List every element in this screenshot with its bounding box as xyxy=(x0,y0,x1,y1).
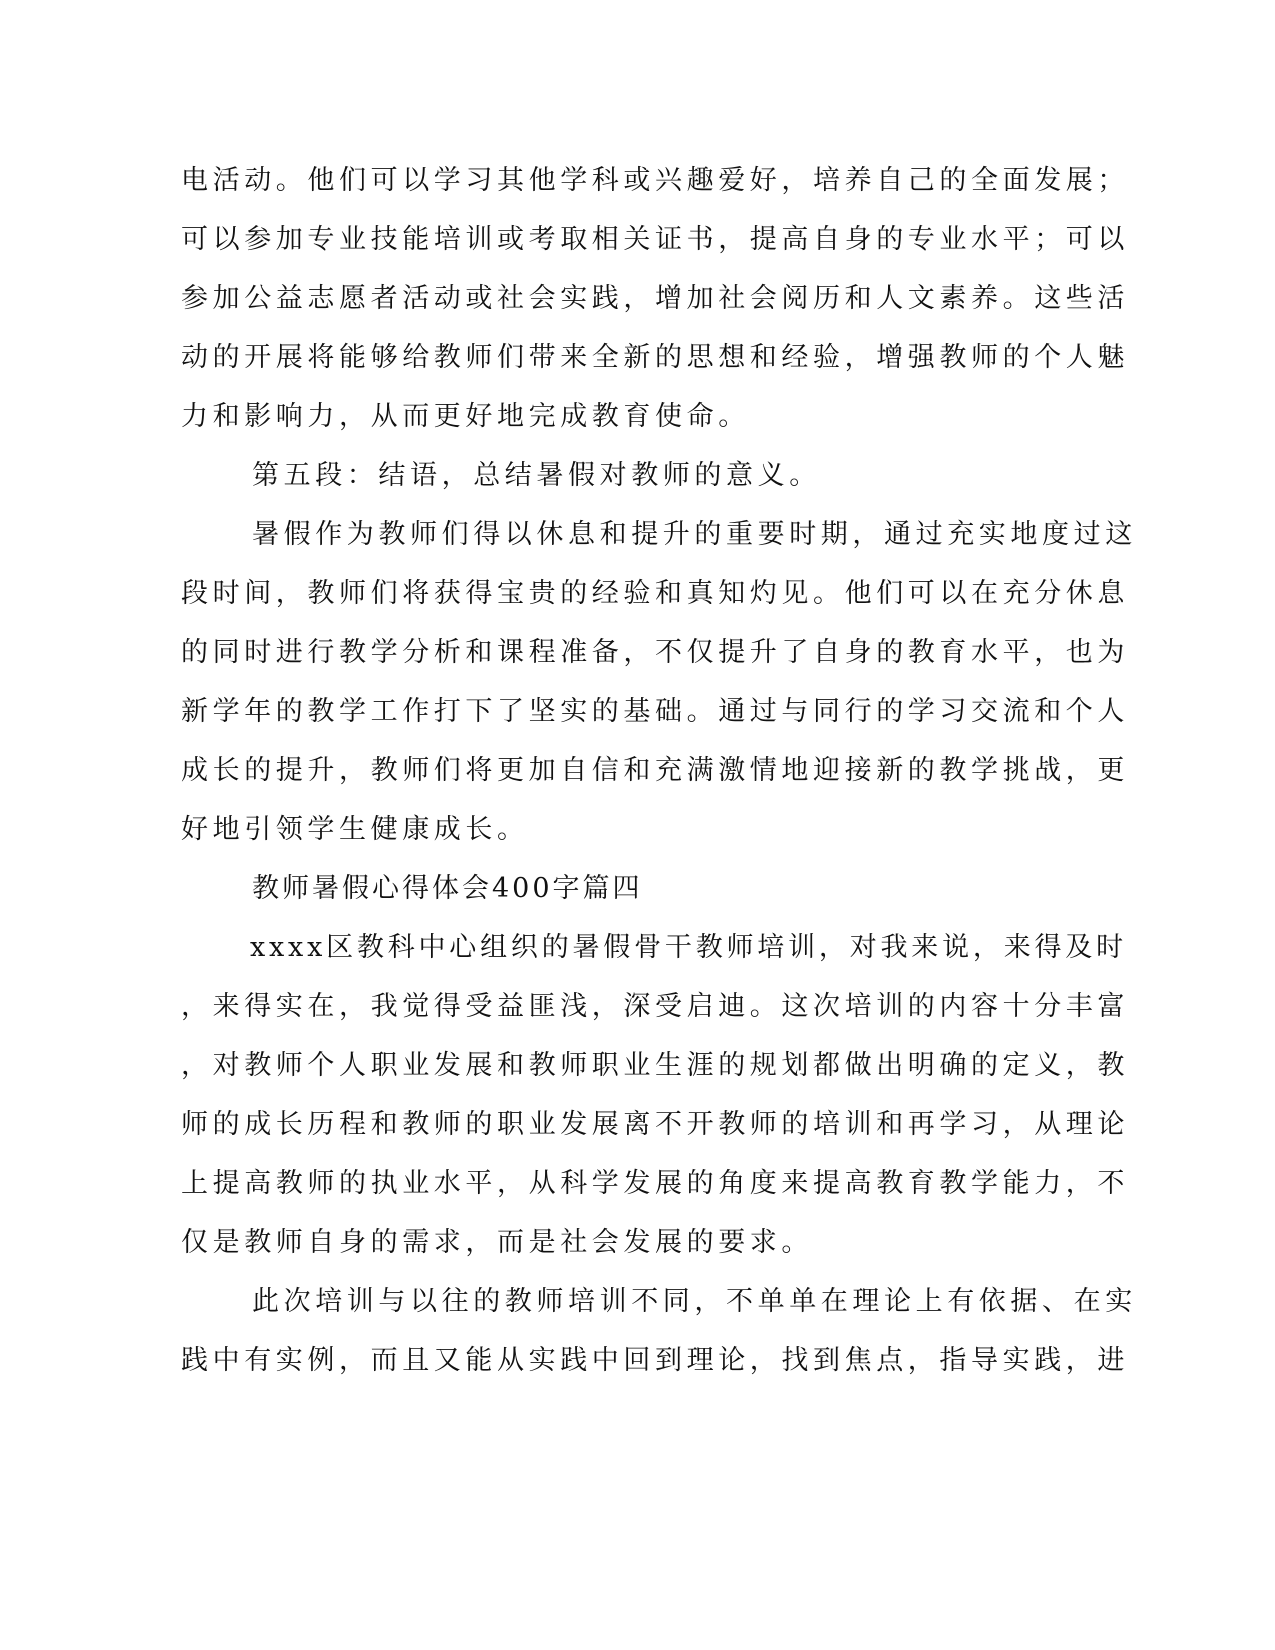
text-line: 此次培训与以往的教师培训不同，不单单在理论上有依据、在实 xyxy=(252,1286,1137,1317)
text-line: 新学年的教学工作打下了坚实的基础。通过与同行的学习交流和个人 xyxy=(181,696,1129,727)
article-title: 教师暑假心得体会400字篇四 xyxy=(252,873,643,904)
text-line: xxxx区教科中心组织的暑假骨干教师培训，对我来说，来得及时 xyxy=(250,932,1127,963)
text-line: ，对教师个人职业发展和教师职业生涯的规划都做出明确的定义，教 xyxy=(181,1050,1129,1081)
text-line: 力和影响力，从而更好地完成教育使命。 xyxy=(181,401,750,432)
text-line: 暑假作为教师们得以休息和提升的重要时期，通过充实地度过这 xyxy=(252,519,1137,550)
text-line: 参加公益志愿者活动或社会实践，增加社会阅历和人文素养。这些活 xyxy=(181,283,1129,314)
section-heading: 第五段：结语，总结暑假对教师的意义。 xyxy=(252,460,821,491)
text-line: 践中有实例，而且又能从实践中回到理论，找到焦点，指导实践，进 xyxy=(181,1345,1129,1376)
text-line: 师的成长历程和教师的职业发展离不开教师的培训和再学习，从理论 xyxy=(181,1109,1129,1140)
text-line: 的同时进行教学分析和课程准备，不仅提升了自身的教育水平，也为 xyxy=(181,637,1129,668)
text-line: 段时间，教师们将获得宝贵的经验和真知灼见。他们可以在充分休息 xyxy=(181,578,1129,609)
text-line: ，来得实在，我觉得受益匪浅，深受启迪。这次培训的内容十分丰富 xyxy=(181,991,1129,1022)
text-line: 电活动。他们可以学习其他学科或兴趣爱好，培养自己的全面发展； xyxy=(181,165,1129,196)
text-line: 上提高教师的执业水平，从科学发展的角度来提高教育教学能力，不 xyxy=(181,1168,1129,1199)
text-line: 仅是教师自身的需求，而是社会发展的要求。 xyxy=(181,1227,813,1258)
text-line: 可以参加专业技能培训或考取相关证书，提高自身的专业水平；可以 xyxy=(181,224,1129,255)
text-line: 好地引领学生健康成长。 xyxy=(181,814,529,845)
text-line: 动的开展将能够给教师们带来全新的思想和经验，增强教师的个人魅 xyxy=(181,342,1129,373)
text-line: 成长的提升，教师们将更加自信和充满激情地迎接新的教学挑战，更 xyxy=(181,755,1129,786)
